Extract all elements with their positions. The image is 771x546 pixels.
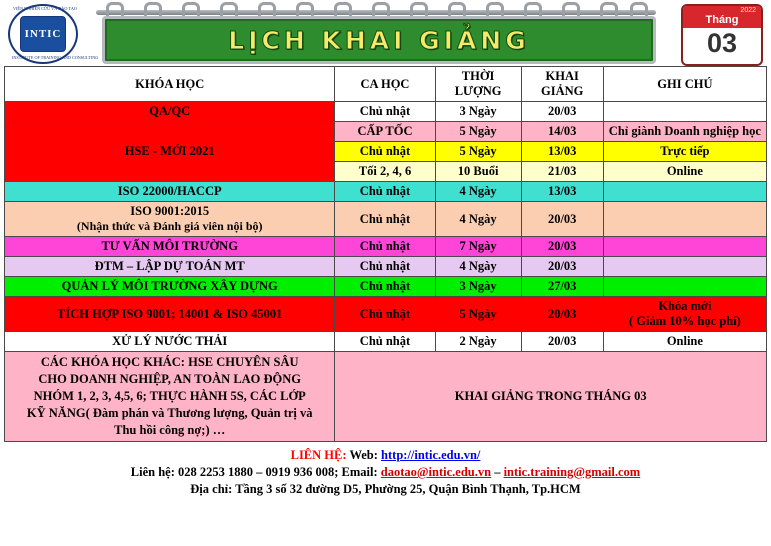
cell-start: 27/03 (521, 277, 603, 297)
cell-course: TÍCH HỢP ISO 9001; 14001 & ISO 45001 (5, 297, 335, 332)
cell-note (603, 202, 766, 237)
other-courses-text (5, 352, 335, 442)
email-separator: – (494, 465, 501, 479)
cell-duration: 4 Ngày (435, 182, 521, 202)
cell-start: 20/03 (521, 102, 603, 122)
cell-shift: Chủ nhật (335, 142, 435, 162)
cell-course: HSE - MỚI 2021 (5, 122, 335, 182)
table-row (5, 277, 767, 297)
cell-course: QA/QC (5, 102, 335, 122)
cell-course-subtitle: (Nhận thức và Đánh giá viên nội bộ) (76, 219, 263, 233)
cell-duration: 5 Ngày (435, 142, 521, 162)
table-row (5, 237, 767, 257)
other-courses-line-2: CHO DOANH NGHIỆP, AN TOÀN LAO ĐỘNG (38, 372, 302, 386)
cell-shift: Chủ nhật (335, 277, 435, 297)
cell-note (603, 277, 766, 297)
cell-duration: 2 Ngày (435, 332, 521, 352)
calendar-year: 2022 (683, 6, 761, 14)
table-row (5, 297, 767, 332)
calendar-month-number: 03 (706, 28, 738, 58)
cell-course: ISO 22000/HACCP (5, 182, 335, 202)
cell-start: 13/03 (521, 182, 603, 202)
cell-note-line2: ( Giảm 10% học phí) (628, 314, 741, 328)
table-row (5, 202, 767, 237)
logo-ring-text (6, 4, 99, 62)
company-logo (6, 4, 99, 62)
cell-course (5, 202, 335, 237)
calendar-month-label: Tháng (683, 14, 761, 28)
cell-shift: Chủ nhật (335, 297, 435, 332)
column-header-start: KHAI GIẢNG (521, 67, 603, 102)
footer-line-contact (0, 447, 771, 464)
table-row (5, 102, 767, 122)
cell-duration: 7 Ngày (435, 237, 521, 257)
footer (0, 447, 771, 498)
cell-duration: 4 Ngày (435, 202, 521, 237)
cell-duration: 4 Ngày (435, 257, 521, 277)
cell-note (603, 182, 766, 202)
website-link[interactable]: http://intic.edu.vn/ (381, 448, 481, 462)
other-courses-line-5: Thu hồi công nợ;) … (114, 423, 226, 437)
cell-duration: 5 Ngày (435, 122, 521, 142)
logo-ring-top: VIỆN NGHIÊN CỨU VÀ ĐÀO TẠO (13, 6, 77, 11)
table-row (5, 182, 767, 202)
contact-label: LIÊN HỆ: (290, 448, 347, 462)
column-header-note: GHI CHÚ (603, 67, 766, 102)
cell-shift: Chủ nhật (335, 202, 435, 237)
cell-shift: Chủ nhật (335, 257, 435, 277)
column-header-course: KHÓA HỌC (5, 67, 335, 102)
phone-email-label: Liên hệ: 028 2253 1880 – 0919 936 008; Email: (130, 465, 378, 479)
cell-duration: 10 Buổi (435, 162, 521, 182)
column-header-shift: CA HỌC (335, 67, 435, 102)
table-row-other-courses (5, 352, 767, 442)
table-row (5, 122, 767, 142)
cell-course: ĐTM – LẬP DỰ TOÁN MT (5, 257, 335, 277)
cell-start: 20/03 (521, 237, 603, 257)
banner (96, 2, 656, 62)
logo-abbr: INTIC (20, 16, 66, 52)
page-header (0, 0, 771, 66)
cell-shift: Chủ nhật (335, 332, 435, 352)
cell-duration: 3 Ngày (435, 102, 521, 122)
cell-course: QUẢN LÝ MÔI TRƯỜNG XÂY DỰNG (5, 277, 335, 297)
cell-shift: Chủ nhật (335, 102, 435, 122)
table-header-row (5, 67, 767, 102)
cell-course: TƯ VẤN MÔI TRƯỜNG (5, 237, 335, 257)
cell-shift: Chủ nhật (335, 237, 435, 257)
table-row (5, 332, 767, 352)
other-courses-line-4: KỸ NĂNG( Đàm phán và Thương lượng, Quản trị và (26, 406, 313, 420)
column-header-duration: THỜI LƯỢNG (435, 67, 521, 102)
email-link-2[interactable]: intic.training@gmail.com (503, 465, 641, 479)
cell-start: 20/03 (521, 297, 603, 332)
footer-line-phone-email (0, 464, 771, 481)
banner-plate (102, 16, 656, 64)
cell-duration: 3 Ngày (435, 277, 521, 297)
table-row (5, 257, 767, 277)
cell-duration: 5 Ngày (435, 297, 521, 332)
cell-note (603, 102, 766, 122)
other-courses-line-1: CÁC KHÓA HỌC KHÁC: HSE CHUYÊN SÂU (40, 355, 299, 369)
cell-shift: Tối 2, 4, 6 (335, 162, 435, 182)
logo-ring-bottom: INSTITUTE OF TRAINING AND CONSULTING (12, 55, 99, 60)
cell-start: 13/03 (521, 142, 603, 162)
cell-start: 21/03 (521, 162, 603, 182)
cell-start: 20/03 (521, 257, 603, 277)
cell-note (603, 257, 766, 277)
email-link-1[interactable]: daotao@intic.edu.vn (380, 465, 492, 479)
cell-note (603, 297, 766, 332)
cell-start: 14/03 (521, 122, 603, 142)
cell-shift: Chủ nhật (335, 182, 435, 202)
cell-note: Online (603, 162, 766, 182)
banner-title: LỊCH KHAI GIẢNG (228, 25, 530, 55)
schedule-table (4, 66, 767, 442)
web-label: Web: (349, 448, 378, 462)
cell-note: Chỉ giành Doanh nghiệp học (603, 122, 766, 142)
cell-note (603, 237, 766, 257)
cell-shift: CẤP TỐC (335, 122, 435, 142)
cell-start: 20/03 (521, 202, 603, 237)
cell-start: 20/03 (521, 332, 603, 352)
other-courses-right-text: KHAI GIẢNG TRONG THÁNG 03 (335, 352, 767, 442)
calendar-icon (681, 4, 763, 66)
cell-course-title: ISO 9001:2015 (130, 204, 210, 218)
footer-line-address: Địa chỉ: Tầng 3 số 32 đường D5, Phường 25, Quận Bình Thạnh, Tp.HCM (190, 482, 581, 496)
cell-note-line1: Khóa mới (658, 299, 712, 313)
other-courses-line-3: NHÓM 1, 2, 3, 4,5, 6; THỰC HÀNH 5S, CÁC LỚP (33, 389, 306, 403)
cell-course: XỬ LÝ NƯỚC THẢI (5, 332, 335, 352)
cell-note: Online (603, 332, 766, 352)
cell-note: Trực tiếp (603, 142, 766, 162)
